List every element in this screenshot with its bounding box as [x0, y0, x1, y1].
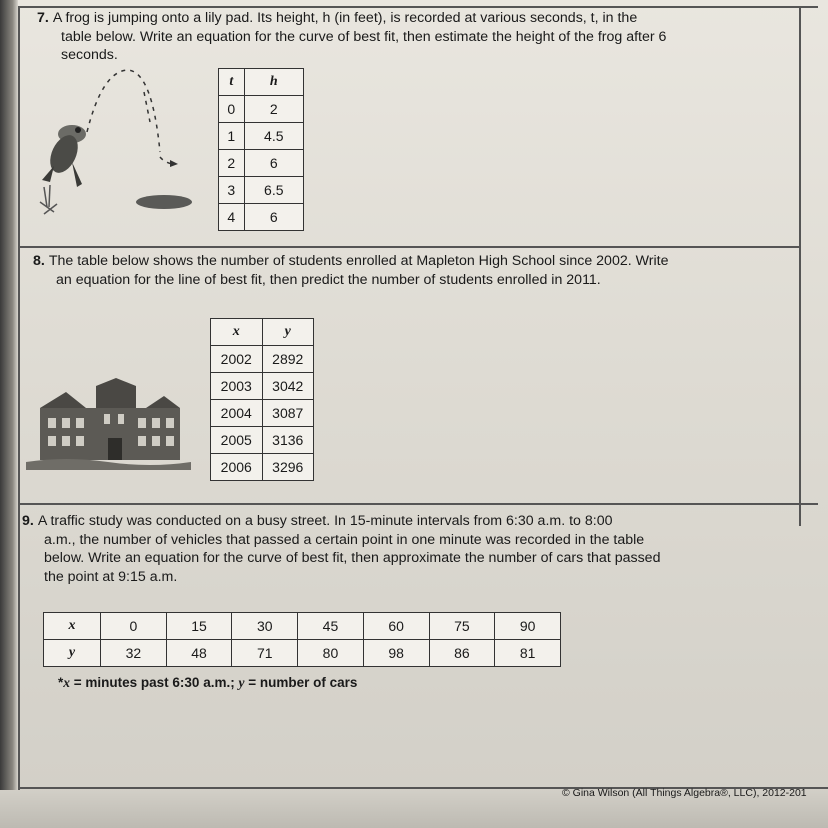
ground-bushes — [26, 459, 191, 470]
q7-cell: 6.5 — [244, 177, 303, 204]
q7-cell: 6 — [244, 150, 303, 177]
q9-y-cell: 32 — [101, 640, 167, 667]
q7-cell: 6 — [244, 204, 303, 231]
jump-arc-left — [87, 70, 160, 152]
top-border — [18, 6, 818, 8]
q7-header-t: t — [219, 69, 245, 96]
q8-cell: 2004 — [211, 400, 263, 427]
q9-y-cell: 86 — [429, 640, 495, 667]
question-9-line-3: below. Write an equation for the curve of best fit, then approximate the number of cars that passed — [44, 550, 661, 566]
divider-q8-q9 — [18, 503, 818, 505]
school-building-illustration — [26, 378, 191, 470]
note-asterisk: * — [58, 675, 64, 690]
q9-y-cell: 48 — [166, 640, 232, 667]
q8-header-x: x — [211, 319, 263, 346]
q8-cell: 2003 — [211, 373, 263, 400]
question-9-line-4: the point at 9:15 a.m. — [44, 568, 178, 585]
q7-cell: 0 — [219, 96, 245, 123]
q8-cell: 3087 — [262, 400, 314, 427]
school-building-icon — [40, 378, 180, 460]
q7-cell: 3 — [219, 177, 245, 204]
page-shadow-left — [0, 0, 18, 828]
q9-x-cell: 90 — [495, 613, 561, 640]
question-7-line-2: table below. Write an equation for the curve of best fit, then estimate the height of the frog after 6 — [61, 28, 667, 45]
left-border — [18, 6, 20, 790]
q8-table — [210, 318, 314, 481]
grass-icon — [40, 185, 57, 214]
q8-cell: 3136 — [262, 427, 314, 454]
q7-cell: 1 — [219, 123, 245, 150]
q8-cell: 2892 — [262, 346, 314, 373]
q9-x-cell: 15 — [166, 613, 232, 640]
q7-cell: 4.5 — [244, 123, 303, 150]
question-9-number: 9. — [22, 513, 34, 529]
q8-cell: 2006 — [211, 454, 263, 481]
lily-pad-icon — [136, 195, 192, 209]
question-9-text — [22, 512, 802, 586]
q9-y-cell: 81 — [495, 640, 561, 667]
note-x-var: x — [63, 675, 71, 690]
question-7-number: 7. — [37, 10, 49, 26]
q8-cell: 3042 — [262, 373, 314, 400]
q9-x-cell: 60 — [363, 613, 429, 640]
question-7-text — [37, 9, 797, 65]
question-7-line-1: A frog is jumping onto a lily pad. Its height, h (in feet), is recorded at various seconds, t, in the — [52, 10, 638, 26]
q9-x-cell: 75 — [429, 613, 495, 640]
question-9-line-2: a.m., the number of vehicles that passed a certain point in one minute was recorded in the table — [44, 531, 645, 548]
arrow-head — [170, 160, 178, 167]
question-9-line-1: A traffic study was conducted on a busy street. In 15-minute intervals from 6:30 a.m. to 8:00 — [37, 513, 613, 529]
q8-cell: 3296 — [262, 454, 314, 481]
copyright-footer: © Gina Wilson (All Things Algebra®, LLC), 2012-201 — [562, 787, 807, 799]
right-border — [799, 6, 801, 526]
q9-x-cell: 30 — [232, 613, 298, 640]
q9-header-y: y — [44, 640, 101, 667]
q7-cell: 4 — [219, 204, 245, 231]
frog-jump-illustration — [32, 62, 212, 222]
q7-cell: 2 — [219, 150, 245, 177]
divider-q7-q8 — [18, 246, 800, 248]
q9-x-cell: 45 — [298, 613, 364, 640]
q9-x-cell: 0 — [101, 613, 167, 640]
q9-y-cell: 80 — [298, 640, 364, 667]
question-8-number: 8. — [33, 253, 45, 269]
note-x-definition: = minutes past 6:30 a.m.; — [70, 675, 239, 690]
q8-header-y: y — [262, 319, 314, 346]
q9-table — [43, 612, 561, 667]
note-y-var: y — [238, 675, 245, 690]
q7-cell: 2 — [244, 96, 303, 123]
q8-cell: 2002 — [211, 346, 263, 373]
question-8-line-1: The table below shows the number of students enrolled at Mapleton High School since 2002. Write — [48, 253, 669, 269]
question-7-line-3: seconds. — [61, 47, 118, 63]
q8-cell: 2005 — [211, 427, 263, 454]
q9-y-cell: 71 — [232, 640, 298, 667]
q9-y-cell: 98 — [363, 640, 429, 667]
q7-header-h: h — [244, 69, 303, 96]
q9-variable-note — [58, 675, 357, 691]
note-y-definition: = number of cars — [244, 675, 358, 690]
q9-header-x: x — [44, 613, 101, 640]
question-8-line-2: an equation for the line of best fit, then predict the number of students enrolled in 2011. — [56, 271, 601, 288]
question-8-text — [33, 252, 793, 289]
frog-icon — [42, 125, 86, 187]
q7-table — [218, 68, 304, 231]
